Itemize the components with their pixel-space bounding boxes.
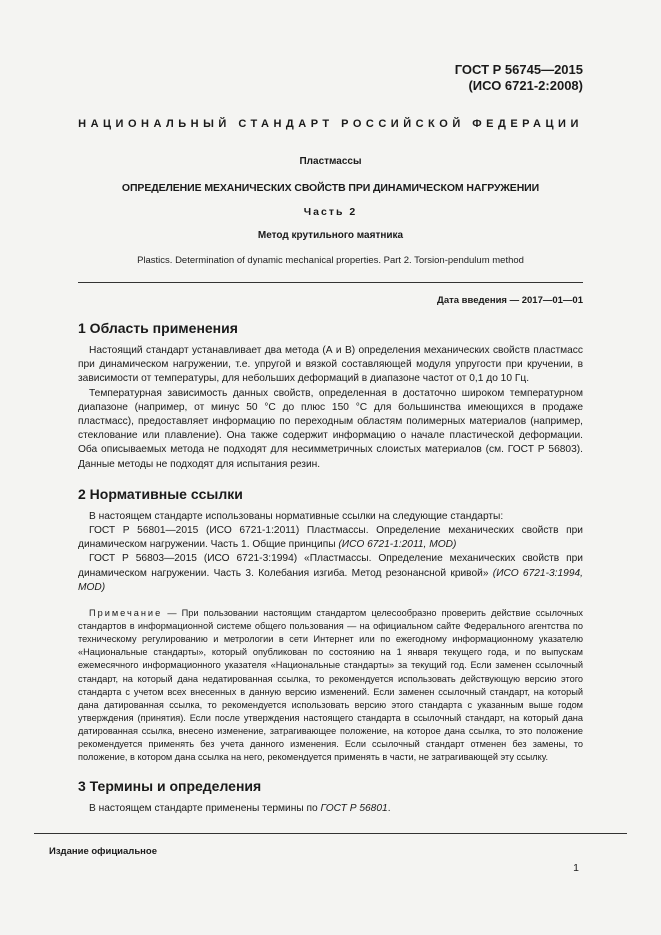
introduction-date: Дата введения — 2017—01—01 [437, 295, 583, 306]
title-main: ОПРЕДЕЛЕНИЕ МЕХАНИЧЕСКИХ СВОЙСТВ ПРИ ДИНАМИЧЕСКОМ НАГРУЖЕНИИ [121, 182, 540, 194]
reference-2 [78, 552, 583, 595]
document-id [78, 62, 583, 94]
section-1-paragraph-1: Настоящий стандарт устанавливает два метода (А и В) определения механических свойств пластмасс при динамическом нагружении, т.е. упругой и вязкой составляющей модуля упругости при кручении, в зависимости от температуры, для небольших деформаций в диапазоне частот от 0,1 до 10 Гц. [78, 345, 583, 385]
section-3-text-start: В настоящем стандарте применены термины по [89, 803, 321, 815]
section-1-paragraph-2: Температурная зависимость данных свойств, определенная в достаточно широком температурном диапазоне (например, от минус 50 °С до плюс 150 °С для большинства имеющихся в продаже пластмасс), предоставляет информацию по переходным областям полимерных материалов (например, стеклование или плавление). Она также содержит информацию о начале пластической деформации. Оба описываемых метода не подходят для несимметричных слоистых материалов (см. ГОСТ Р 56803). Данные методы не подходят для испытания резин. [78, 387, 583, 470]
national-standard-banner: НАЦИОНАЛЬНЫЙ СТАНДАРТ РОССИЙСКОЙ ФЕДЕРАЦИИ [78, 118, 583, 130]
doc-iso-number: (ИСО 6721-2:2008) [468, 78, 583, 93]
reference-1 [78, 524, 583, 552]
title-divider [78, 282, 583, 283]
reference-1-iso: (ИСО 6721-1:2011, MOD) [338, 539, 457, 551]
doc-number: ГОСТ Р 56745—2015 [454, 62, 583, 77]
section-3-text [78, 802, 583, 816]
title-english: Plastics. Determination of dynamic mechanical properties. Part 2. Torsion-pendulum method [137, 255, 524, 266]
section-3-heading: 3 Термины и определения [78, 778, 262, 795]
note-text: — При пользовании настоящим стандартом целесообразно проверить действие ссылочных стандартов в информационной системе общего пользования — на официальном сайте Федерального агентства по техническому регулированию и метрологии в сети Интернет или по ежегодному информационному указателю «Национальные стандарты», который опубликован по состоянию на 1 января текущего года, и по выпускам ежемесячного информационного указателя «Национальные стандарты» за текущий год. Если заменен ссылочный стандарт, на который дана недатированная ссылка, то рекомендуется использовать действующую версию этого стандарта с учетом всех внесенных в данную версию изменений. Если заменен ссылочный стандарт, на который дана датированная ссылка, то рекомендуется использовать версию этого стандарта с указанным выше годом утверждения (принятия). Если после утверждения настоящего стандарта в ссылочный стандарт, на который дана датированная ссылка, внесено изменение, затрагивающее положение, на которое дана ссылка, то это положение рекомендуется применять без учета данного изменения. Если ссылочный стандарт отменен без замены, то положение, в котором дана ссылка на него, рекомендуется применять в части, не затрагивающей эту ссылку. [78, 608, 583, 763]
reference-1-text: ГОСТ Р 56801—2015 (ИСО 6721-1:2011) Пластмассы. Определение механических свойств при динамическом нагружении. Часть 1. Общие принципы [78, 525, 583, 551]
section-2-intro: В настоящем стандарте использованы нормативные ссылки на следующие стандарты: [89, 510, 504, 522]
title-subject: Пластмассы [299, 156, 362, 167]
edition-label: Издание официальное [49, 846, 157, 857]
section-3-text-end: . [387, 803, 391, 815]
reference-2-text: ГОСТ Р 56803—2015 (ИСО 6721-3:1994) «Пластмассы. Определение механических свойств при динамическом нагружении. Часть 3. Колебания изгиба. Метод резонансной кривой» [78, 553, 583, 579]
footer-divider [34, 833, 627, 834]
reference-2-iso: (ИСО 6721-3:1994, MOD) [78, 567, 583, 593]
page-number: 1 [573, 862, 579, 874]
section-1-heading: 1 Область применения [78, 320, 238, 336]
title-method: Метод крутильного маятника [257, 230, 404, 241]
section-2-note [78, 607, 583, 764]
section-2-heading: 2 Нормативные ссылки [78, 485, 243, 502]
note-label: Примечание [89, 608, 163, 619]
title-part: Часть 2 [303, 206, 358, 218]
section-3-reference: ГОСТ Р 56801 [320, 803, 388, 815]
